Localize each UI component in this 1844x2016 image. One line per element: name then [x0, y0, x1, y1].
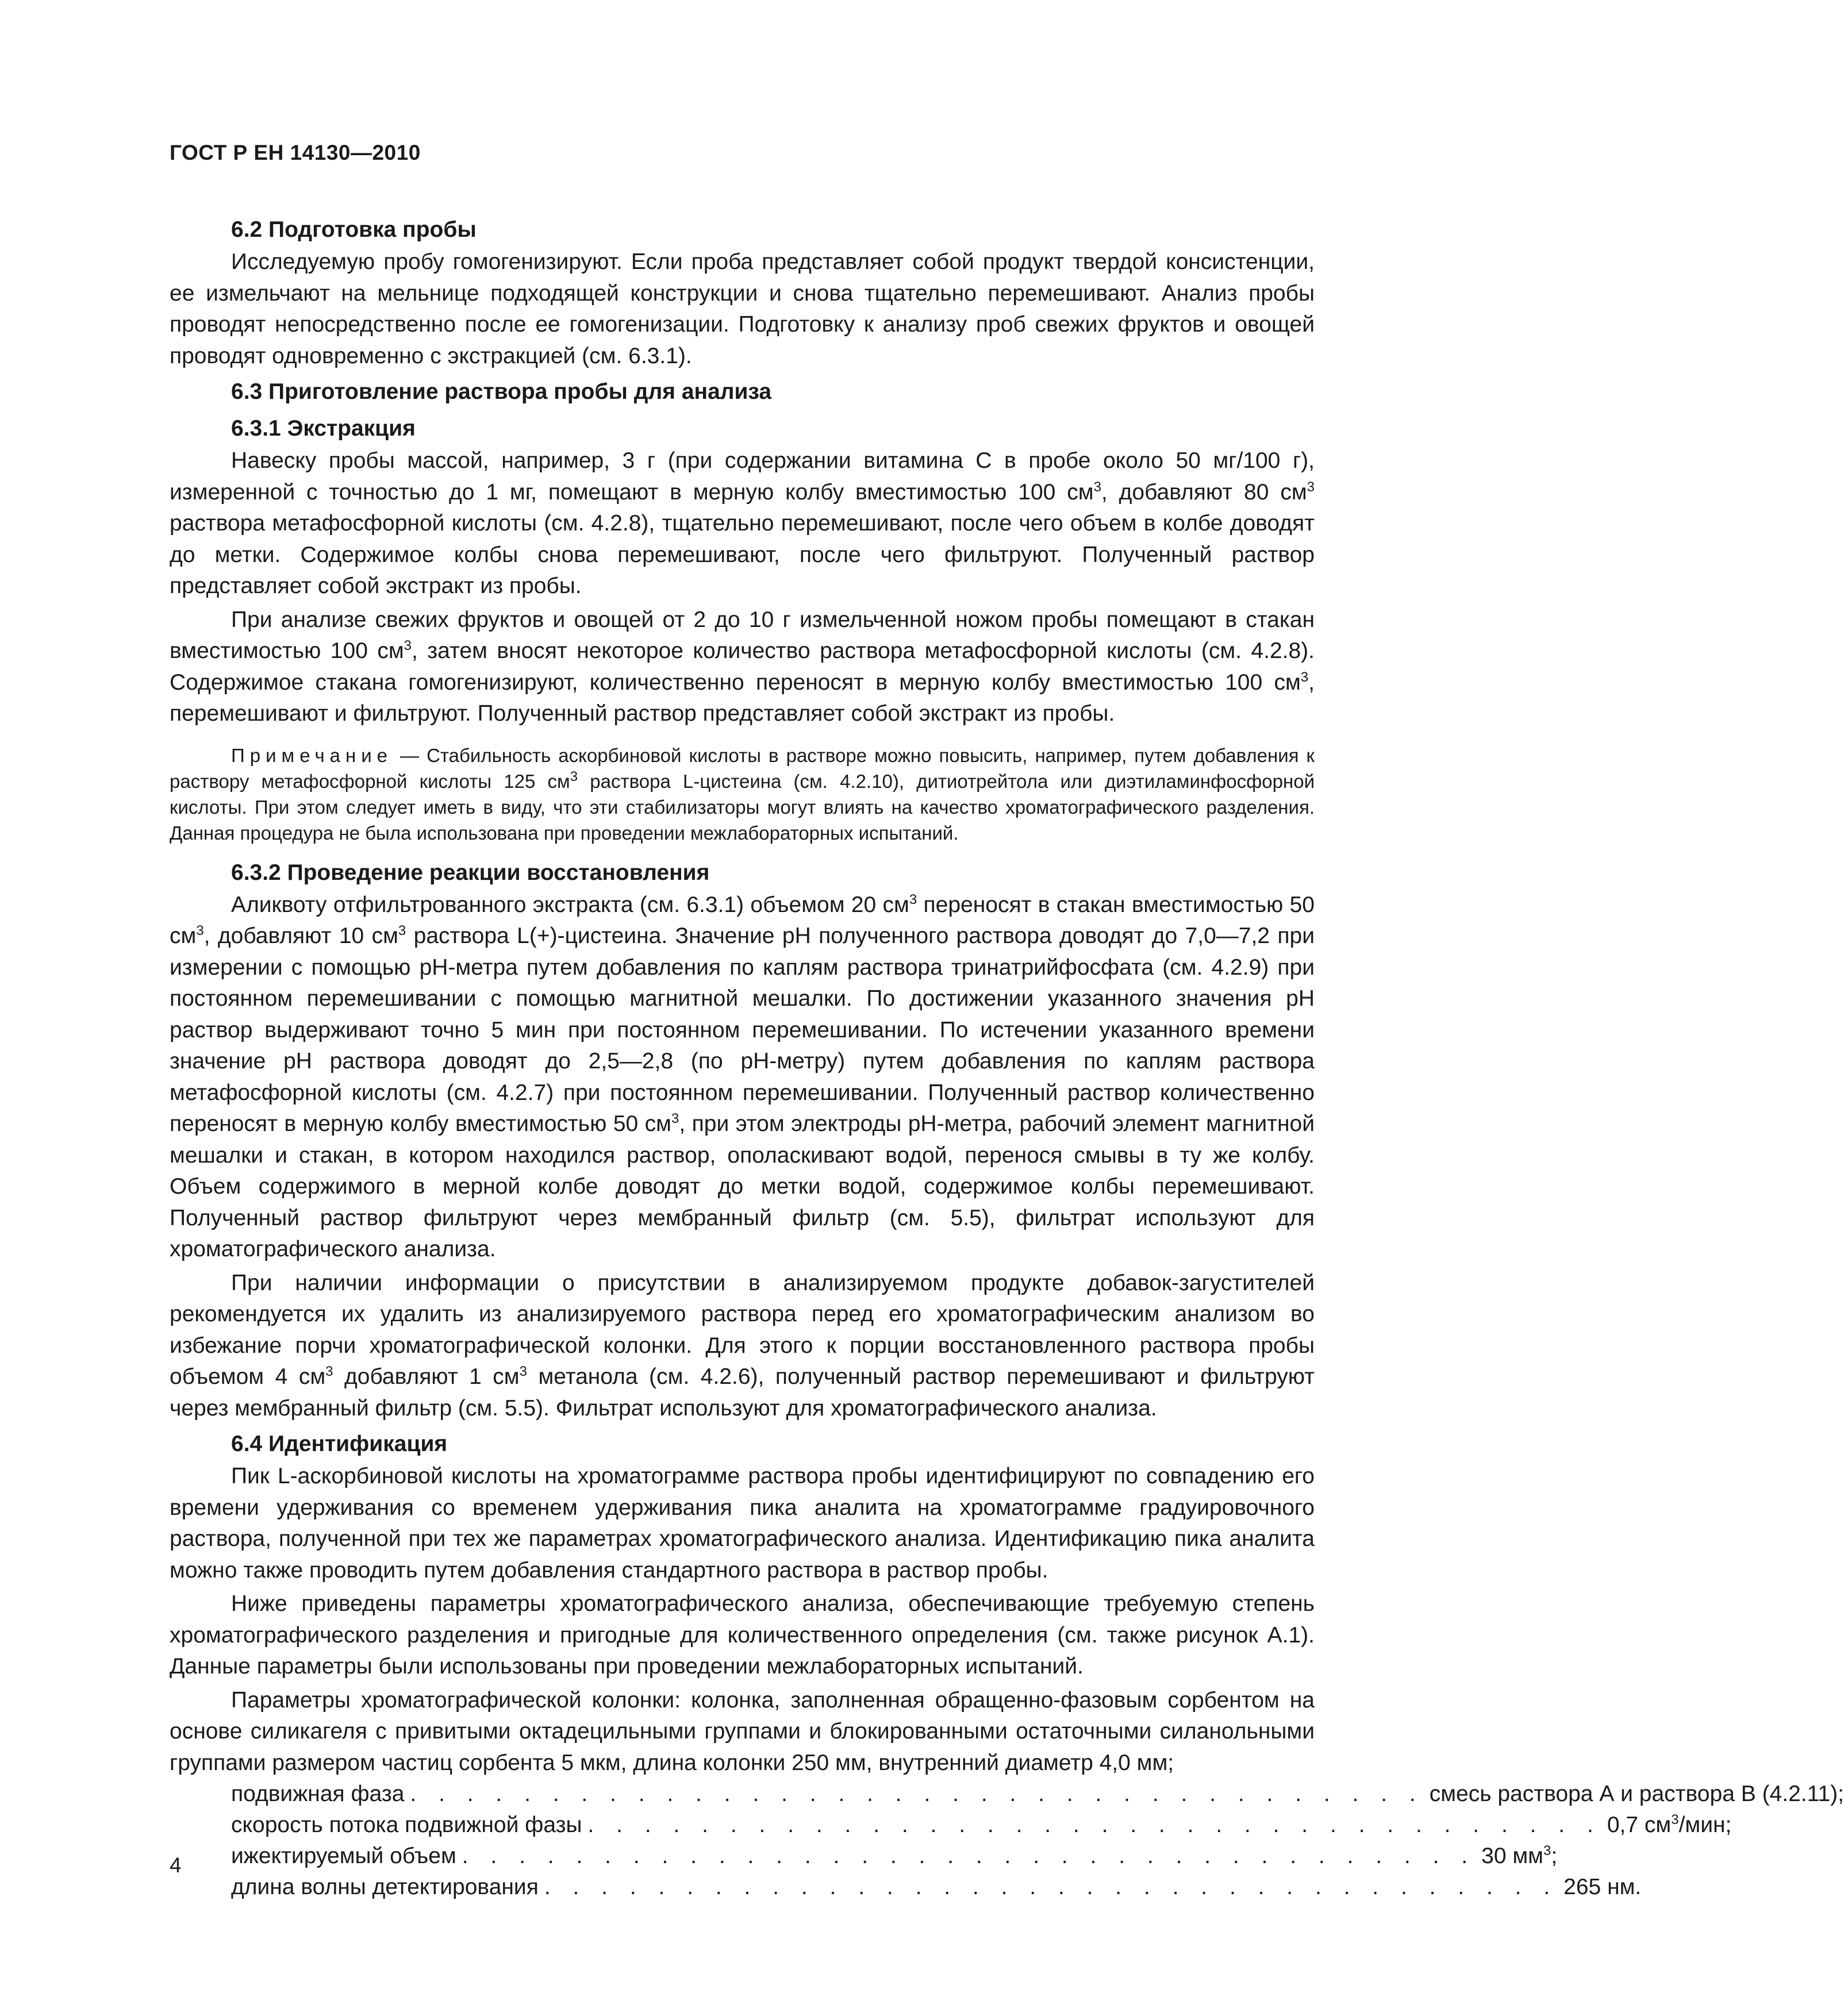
section-6-4-heading: 6.4 Идентификация: [231, 1432, 448, 1456]
parameter-value: 30 $мм^3$;: [1481, 1843, 1558, 1868]
section-6-3-heading: 6.3 Приготовление раствора пробы для анализа: [231, 379, 772, 404]
parameter-row-flow-rate: [231, 1810, 1732, 1841]
section-6-3-1-paragraph-2: При анализе свежих фруктов и овощей от 2 до 10 г измельченной ножом пробы помещают в стакан вместимостью 100 $см^3$, затем вносят некоторое количество раствора метафосфорной кислоты (см. 4.2.8). Содержимое стакана гомогенизируют, количественно переносят в мерную колбу вместимостью 100 $см^3$, перемешивают и фильтруют. Полученный раствор представляет собой экстракт из пробы.: [170, 607, 1315, 726]
leader-dots: . . . . . . . . . . . . . . . . . . . . . . . . . . . . . . . . . . . .: [587, 1813, 1601, 1837]
parameter-label: подвижная фаза: [231, 1782, 405, 1806]
section-6-2-heading: 6.2 Подготовка пробы: [231, 217, 477, 242]
section-6-4-paragraph-2: Ниже приведены параметры хроматографического анализа, обеспечивающие требуемую степень хроматографического разделения и пригодные для количественного определения (см. также рисунок А.1). Данные параметры были использованы при проведении межлабораторных испытаний.: [170, 1591, 1315, 1679]
section-6-3-2-heading: 6.3.2 Проведение реакции восстановления: [231, 860, 710, 885]
leader-dots: . . . . . . . . . . . . . . . . . . . . . . . . . . . . . . . . . . . .: [544, 1875, 1558, 1899]
leader-dots: . . . . . . . . . . . . . . . . . . . . . . . . . . . . . . . . . . . .: [410, 1782, 1424, 1806]
section-6-3-2-paragraph-1: Аликвоту отфильтрованного экстракта (см. 6.3.1) объемом 20 $см^3$ переносят в стакан вместимостью 50 $см^3$, добавляют 10 $см^3$ раствора L(+)-цистеина. Значение pH полученного раствора доводят до 7,0—7,2 при измерении с помощью pH-метра путем добавления по каплям раствора тринатрийфосфата (см. 4.2.9) при постоянном перемешивании с помощью магнитной мешалки. По достижении указанного значения pH раствор выдерживают точно 5 мин при постоянном перемешивании. По истечении указанного времени значение pH раствора доводят до 2,5—2,8 (по pH-метру) путем добавления по каплям раствора метафосфорной кислоты (см. 4.2.7) при постоянном перемешивании. Полученный раствор количественно переносят в мерную колбу вместимостью 50 $см^3$, при этом электроды pH-метра, рабочий элемент магнитной мешалки и стакан, в котором находился раствор, ополаскивают водой, перенося смывы в ту же колбу. Объем содержимого в мерной колбе доводят до метки водой, содержимое колбы перемешивают. Полученный раствор фильтруют через мембранный фильтр (см. 5.5), фильтрат используют для хроматографического анализа.: [170, 891, 1315, 1261]
section-6-4-paragraph-1: Пик L-аскорбиновой кислоты на хроматограмме раствора пробы идентифицируют по совпадению его времени удерживания со временем удерживания пика аналита на хроматограмме градуировочного раствора, полученной при тех же параметрах хроматографического анализа. Идентификацию пика аналита можно также проводить путем добавления стандартного раствора в раствор пробы.: [170, 1464, 1315, 1583]
parameter-row-mobile-phase: [231, 1779, 1844, 1810]
parameter-value: 0,7 $см^3$/мин;: [1607, 1812, 1732, 1837]
page-number: 4: [170, 1853, 182, 1877]
parameter-row-detection-wavelength: [231, 1872, 1642, 1903]
section-6-2-paragraph: Исследуемую пробу гомогенизируют. Если проба представляет собой продукт твердой консистенции, ее измельчают на мельнице подходящей конструкции и снова тщательно перемешивают. Анализ пробы проводят непосредственно после ее гомогенизации. Подготовку к анализу проб свежих фруктов и овощей проводят одновременно с экстракцией (см. 6.3.1).: [170, 249, 1315, 368]
parameter-value: 265 нм.: [1563, 1875, 1642, 1899]
note-block: Примечание — Стабильность аскорбиновой кислоты в растворе можно повысить, например, путем добавления к раствору метафосфорной кислоты 125 $см^3$ раствора L-цистеина (см. 4.2.10), дитиотрейтола или диэтиламинфосфорной кислоты. При этом следует иметь в виду, что эти стабилизаторы могут влиять на качество хроматографического разделения. Данная процедура не была использована при проведении межлабораторных испытаний.: [170, 744, 1315, 844]
section-6-3-2-paragraph-2: При наличии информации о присутствии в анализируемом продукте добавок-загустителей рекомендуется их удалить из анализируемого раствора перед его хроматографическим анализом во избежание порчи хроматографической колонки. Для этого к порции восстановленного раствора пробы объемом 4 $см^3$ добавляют 1 $см^3$ метанола (см. 4.2.6), полученный раствор перемешивают и фильтруют через мембранный фильтр (см. 5.5). Фильтрат используют для хроматографического анализа.: [170, 1270, 1315, 1421]
document-body: [170, 210, 1844, 1903]
parameter-label: ижектируемый объем: [231, 1844, 456, 1868]
parameter-label: скорость потока подвижной фазы: [231, 1813, 582, 1837]
document-code-header: ГОСТ Р ЕН 14130—2010: [170, 141, 421, 164]
section-6-4-paragraph-3: Параметры хроматографической колонки: колонка, заполненная обращенно-фазовым сорбентом на основе силикагеля с привитыми октадецильными группами и блокированными остаточными силанольными группами размером частиц сорбента 5 мкм, длина колонки 250 мм, внутренний диаметр 4,0 мм;: [170, 1687, 1315, 1775]
section-6-3-1-heading: 6.3.1 Экстракция: [231, 416, 416, 441]
section-6-3-1-paragraph-1: Навеску пробы массой, например, 3 г (при содержании витамина С в пробе около 50 мг/100 г), измеренной с точностью до 1 мг, помещают в мерную колбу вместимостью 100 $см^3$, добавляют 80 $см^3$ раствора метафосфорной кислоты (см. 4.2.8), тщательно перемешивают, после чего объем в колбе доводят до метки. Содержимое колбы снова перемешивают, после чего фильтруют. Полученный раствор представляет собой экстракт из пробы.: [170, 448, 1315, 598]
chromatography-parameters-list: [231, 1779, 1844, 1903]
leader-dots: . . . . . . . . . . . . . . . . . . . . . . . . . . . . . . . . . . . .: [462, 1844, 1476, 1868]
note-label: Примечание: [231, 744, 393, 766]
parameter-row-injection-volume: [231, 1841, 1558, 1872]
parameter-label: длина волны детектирования: [231, 1875, 539, 1899]
parameter-value: смесь раствора А и раствора В (4.2.11);: [1429, 1782, 1844, 1806]
